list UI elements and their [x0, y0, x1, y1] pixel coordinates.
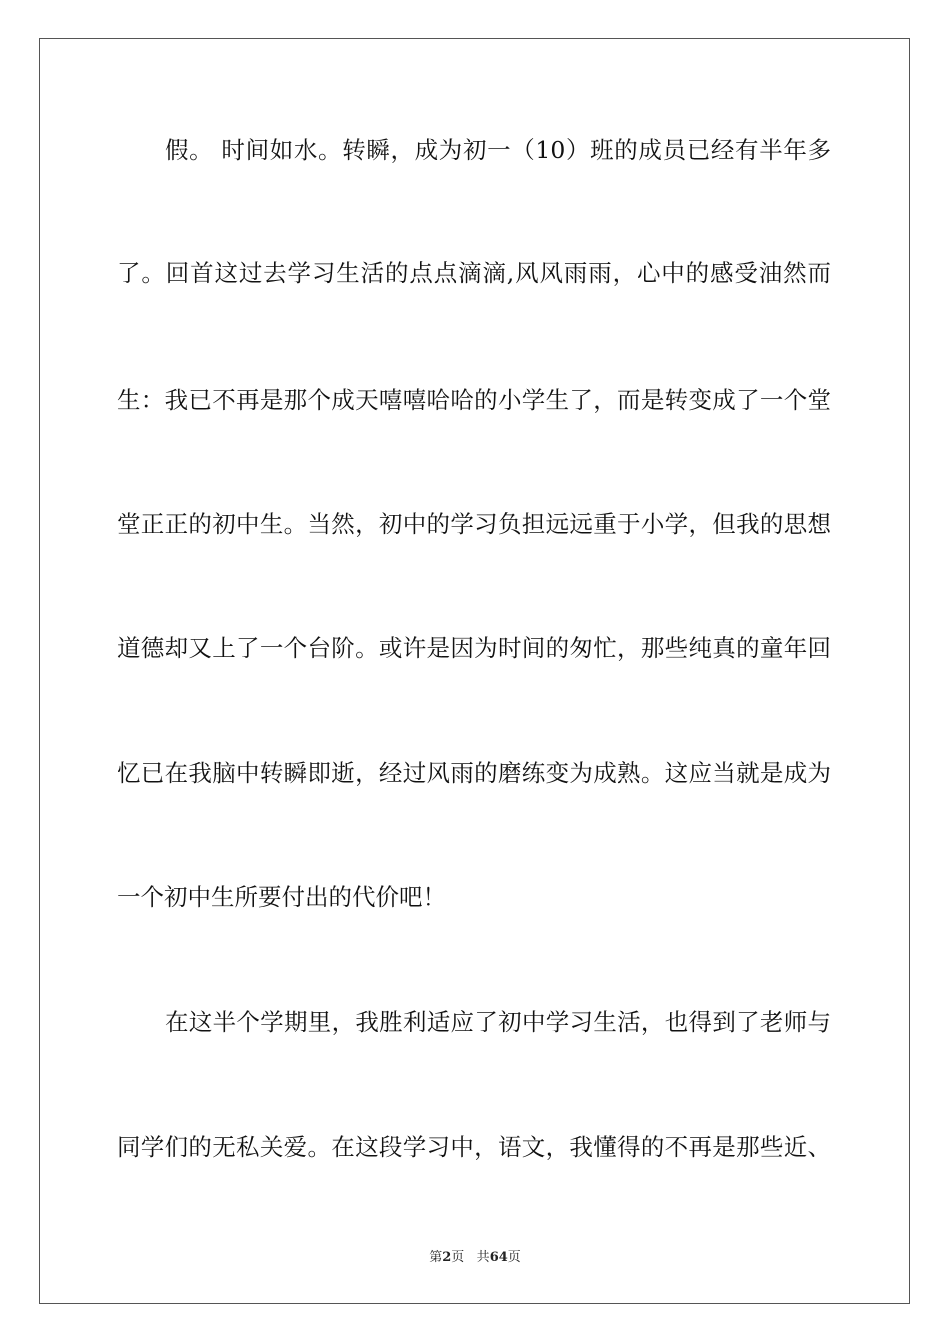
text-line-4: 堂正正的初中生。当然，初中的学习负担远远重于小学，但我的思想	[117, 510, 831, 538]
page-border	[39, 38, 910, 1304]
footer-page-suffix: 页	[451, 1250, 465, 1265]
text-line-1: 假。 时间如水。转瞬，成为初一（10）班的成员已经有半年多	[165, 136, 831, 164]
footer-total-pages: 64	[489, 1250, 508, 1265]
text-line-9: 同学们的无私关爱。在这段学习中，语文，我懂得的不再是那些近、	[117, 1133, 831, 1161]
page-footer	[0, 1246, 950, 1265]
text-line-5: 道德却又上了一个台阶。或许是因为时间的匆忙，那些纯真的童年回	[117, 634, 831, 662]
footer-page-number: 2	[442, 1250, 452, 1265]
text-line-2: 了。回首这过去学习生活的点点滴滴,风风雨雨，心中的感受油然而	[117, 259, 831, 287]
footer-total-suffix: 页	[507, 1250, 521, 1265]
footer-page-prefix: 第	[429, 1250, 443, 1265]
text-line-6: 忆已在我脑中转瞬即逝，经过风雨的磨练变为成熟。这应当就是成为	[117, 759, 831, 787]
text-line-3: 生：我已不再是那个成天嘻嘻哈哈的小学生了，而是转变成了一个堂	[117, 386, 831, 414]
footer-total-prefix: 共	[476, 1250, 490, 1265]
text-line-8: 在这半个学期里，我胜利适应了初中学习生活，也得到了老师与	[165, 1008, 831, 1036]
text-line-7: 一个初中生所要付出的代价吧！	[117, 883, 446, 911]
